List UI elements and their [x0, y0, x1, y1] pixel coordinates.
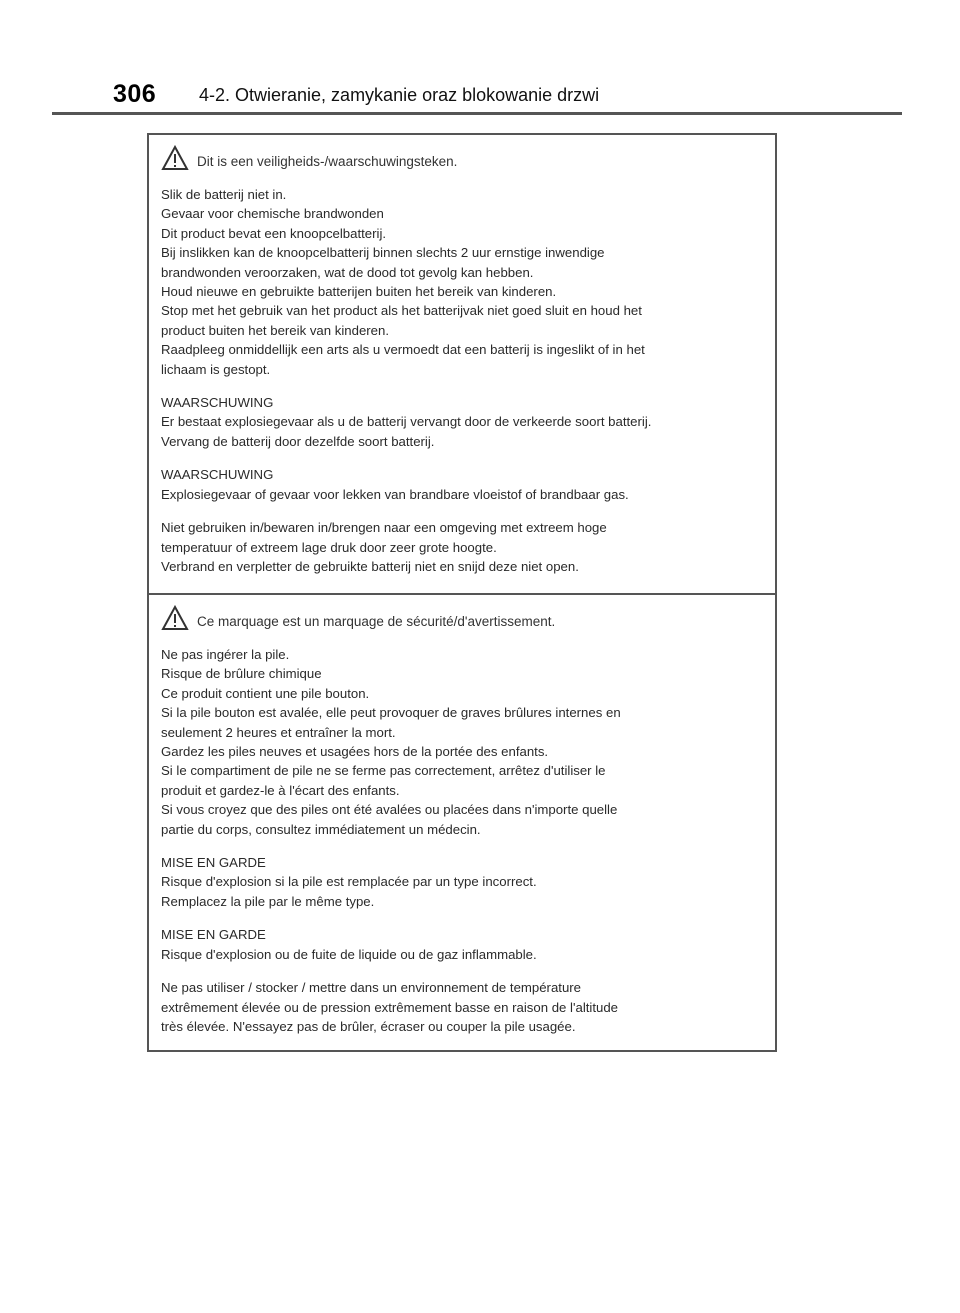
text-line: Si la pile bouton est avalée, elle peut provoquer de graves brûlures internes en: [161, 705, 621, 721]
section-title: 4-2. Otwieranie, zamykanie oraz blokowanie drzwi: [199, 85, 600, 105]
text-line: Risque d'explosion ou de fuite de liquide ou de gaz inflammable.: [161, 946, 537, 962]
text-line: Raadpleeg onmiddellijk een arts als u vermoedt dat een batterij is ingeslikt of in het: [161, 342, 645, 358]
text-line: Vervang de batterij door dezelfde soort batterij.: [161, 433, 435, 449]
text-line: brandwonden veroorzaken, wat de dood tot gevolg kan hebben.: [161, 264, 534, 280]
block-french-4: [161, 978, 763, 1036]
text-line: product buiten het bereik van kinderen.: [161, 322, 389, 338]
text-line: Stop met het gebruik van het product als het batterijvak niet goed sluit en houd het: [161, 303, 642, 319]
text-line: Risque d'explosion si la pile est remplacée par un type incorrect.: [161, 874, 537, 890]
block-dutch-1: [161, 185, 763, 379]
text-line: WAARSCHUWING: [161, 395, 274, 411]
heading-line-french: [161, 601, 763, 631]
panel-french: [149, 595, 775, 1050]
text-line: Ce produit contient une pile bouton.: [161, 685, 370, 701]
text-line: Houd nieuwe en gebruikte batterijen buiten het bereik van kinderen.: [161, 284, 557, 300]
text-line: Niet gebruiken in/bewaren in/brengen naar een omgeving met extreem hoge: [161, 520, 607, 536]
panel-dutch: [149, 135, 775, 595]
text-line: Remplacez la pile par le même type.: [161, 893, 375, 909]
text-line: Ne pas utiliser / stocker / mettre dans un environnement de température: [161, 980, 582, 996]
text-line: produit et gardez-le à l'écart des enfants.: [161, 782, 400, 798]
text-line: MISE EN GARDE: [161, 855, 266, 871]
text-line: Verbrand en verpletter de gebruikte batterij niet en snijd deze niet open.: [161, 558, 579, 574]
text-line: extrêmement élevée ou de pression extrêmement basse en raison de l'altitude: [161, 999, 619, 1015]
text-line: Si vous croyez que des piles ont été avalées ou placées dans n'importe quelle: [161, 802, 618, 818]
text-line: Explosiegevaar of gevaar voor lekken van brandbare vloeistof of brandbaar gas.: [161, 486, 629, 502]
heading-french: Ce marquage est un marquage de sécurité/d'avertissement.: [197, 614, 556, 629]
heading-line-dutch: [161, 141, 763, 171]
block-dutch-2: [161, 393, 763, 451]
text-line: Bij inslikken kan de knoopcelbatterij binnen slechts 2 uur ernstige inwendige: [161, 245, 605, 261]
block-french-2: [161, 853, 763, 911]
text-line: très élevée. N'essayez pas de brûler, écraser ou couper la pile usagée.: [161, 1018, 576, 1034]
warning-triangle-icon: [161, 145, 189, 171]
header-rule: [52, 112, 902, 115]
text-line: seulement 2 heures et entraîner la mort.: [161, 724, 396, 740]
warning-triangle-icon: [161, 605, 189, 631]
text-line: MISE EN GARDE: [161, 927, 266, 943]
text-line: Risque de brûlure chimique: [161, 666, 322, 682]
block-french-1: [161, 645, 763, 839]
block-dutch-4: [161, 518, 763, 576]
text-line: temperatuur of extreem lage druk door zeer grote hoogte.: [161, 539, 497, 555]
warning-label-box: [147, 133, 777, 1052]
text-line: Gardez les piles neuves et usagées hors de la portée des enfants.: [161, 744, 549, 760]
text-line: WAARSCHUWING: [161, 467, 274, 483]
text-line: Gevaar voor chemische brandwonden: [161, 206, 384, 222]
text-line: partie du corps, consultez immédiatement un médecin.: [161, 821, 481, 837]
text-line: lichaam is gestopt.: [161, 361, 271, 377]
text-line: Slik de batterij niet in.: [161, 187, 287, 202]
block-french-3: [161, 925, 763, 964]
heading-dutch: Dit is een veiligheids-/waarschuwingsteken.: [197, 154, 458, 169]
text-line: Er bestaat explosiegevaar als u de batterij vervangt door de verkeerde soort batterij.: [161, 414, 652, 430]
text-line: Dit product bevat een knoopcelbatterij.: [161, 225, 387, 241]
block-dutch-3: [161, 465, 763, 504]
text-line: Si le compartiment de pile ne se ferme pas correctement, arrêtez d'utiliser le: [161, 763, 606, 779]
page-number: 306: [113, 80, 157, 108]
text-line: Ne pas ingérer la pile.: [161, 647, 290, 662]
